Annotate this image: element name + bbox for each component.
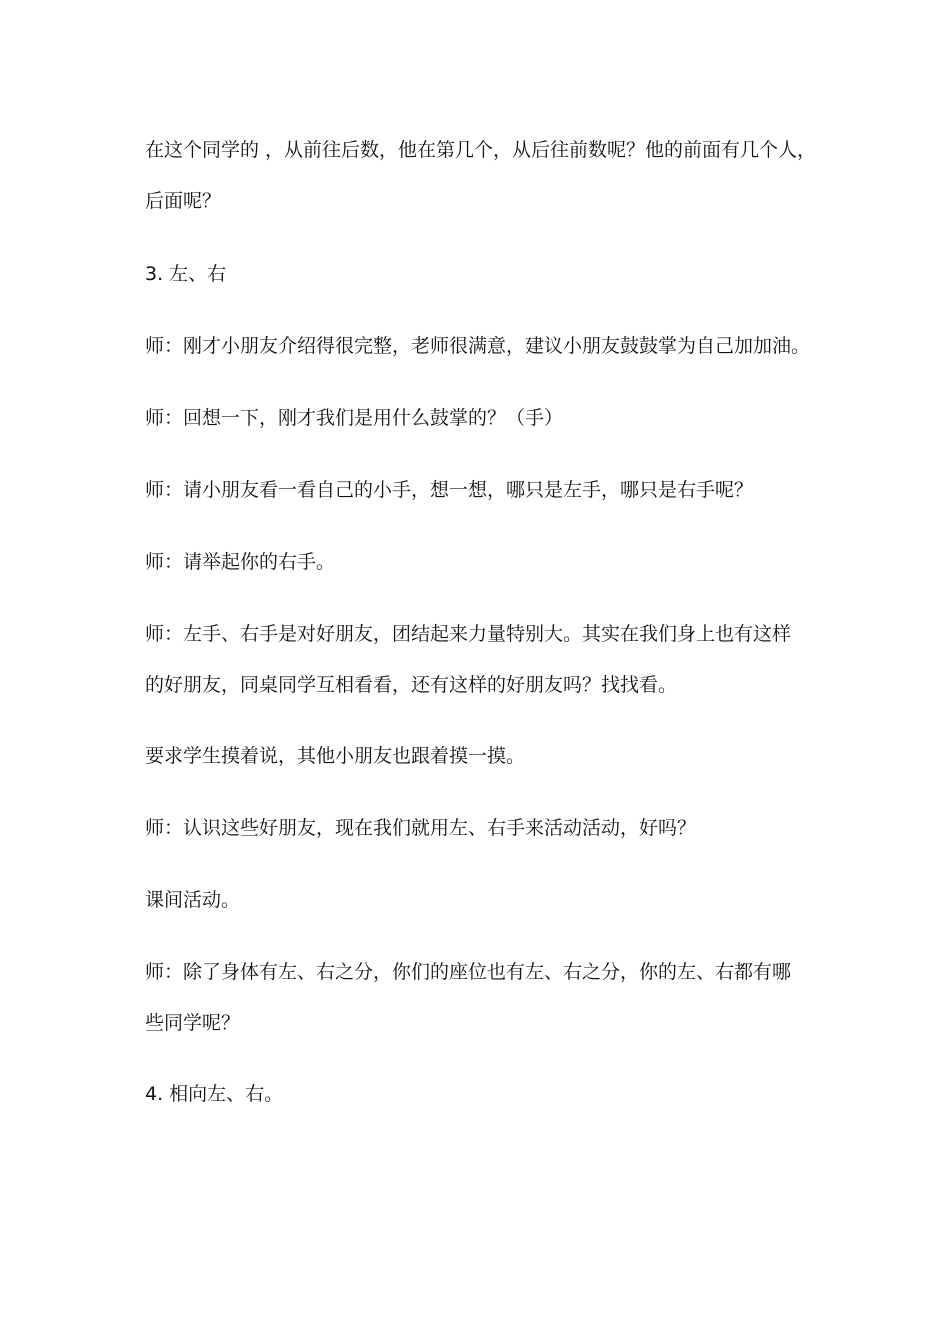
- text-line: 师：刚才小朋友介绍得很完整，老师很满意，建议小朋友鼓鼓掌为自己加加油。: [145, 335, 811, 357]
- text-line: 课间活动。: [145, 889, 241, 911]
- text-line: 些同学呢？: [145, 1012, 241, 1034]
- text-line: 要求学生摸着说，其他小朋友也跟着摸一摸。: [145, 745, 526, 767]
- text-line: 师：请小朋友看一看自己的小手，想一想，哪只是左手，哪只是右手呢？: [145, 479, 754, 501]
- text-line: 师：请举起你的右手。: [145, 551, 336, 573]
- text-line: 师：回想一下，刚才我们是用什么鼓掌的？（手）: [145, 407, 564, 429]
- text-line: 在这个同学的 ，从前往后数，他在第几个，从后往前数呢？他的前面有几个人，: [145, 139, 817, 161]
- section-heading: 3. 左、右: [145, 263, 227, 285]
- section-heading: 4. 相向左、右。: [145, 1083, 284, 1105]
- text-line: 的好朋友，同桌同学互相看看，还有这样的好朋友吗？找找看。: [145, 674, 678, 696]
- text-line: 后面呢？: [145, 190, 222, 212]
- text-line: 师：左手、右手是对好朋友，团结起来力量特别大。其实在我们身上也有这样: [145, 623, 792, 645]
- text-line: 师：认识这些好朋友，现在我们就用左、右手来活动活动，好吗？: [145, 817, 697, 839]
- text-line: 师：除了身体有左、右之分，你们的座位也有左、右之分，你的左、右都有哪: [145, 961, 792, 983]
